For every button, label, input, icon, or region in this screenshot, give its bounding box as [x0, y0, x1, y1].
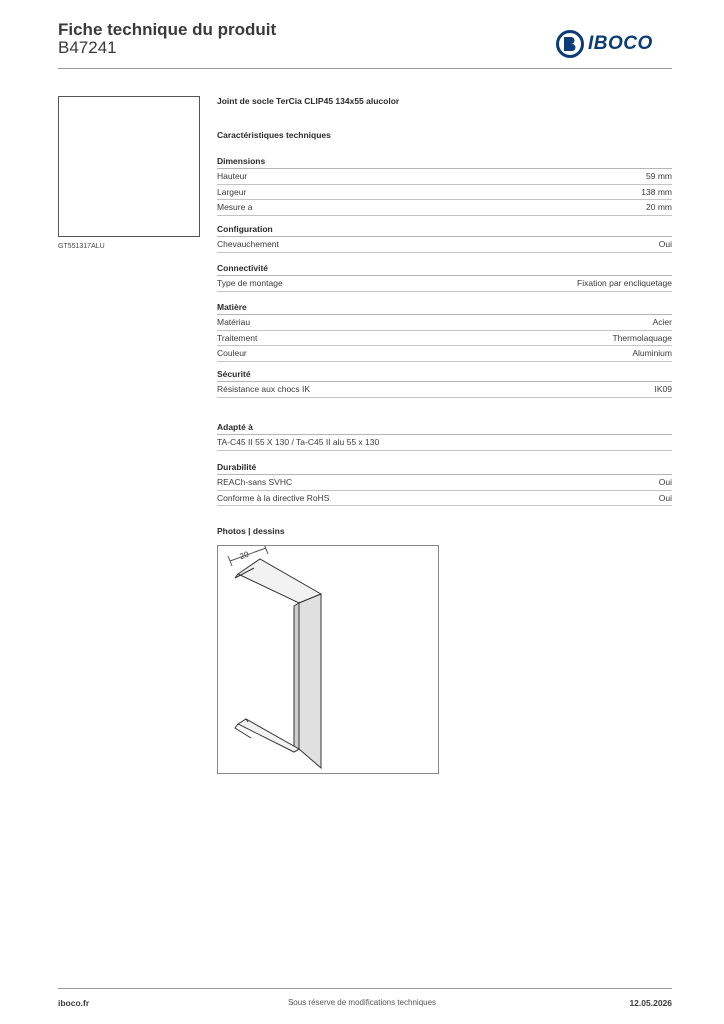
- page-title: Fiche technique du produit: [58, 20, 277, 39]
- section-matiere: [217, 300, 672, 362]
- section-title: Dimensions: [217, 154, 672, 169]
- product-image-placeholder: [58, 96, 200, 237]
- section-title: Connectivité: [217, 261, 672, 276]
- section-title: Durabilité: [217, 460, 672, 475]
- spec-row: [217, 475, 672, 491]
- spec-value: Acier: [652, 317, 672, 327]
- spec-row: [217, 331, 672, 347]
- compatible-products: TA-C45 II 55 X 130 / Ta-C45 II alu 55 x 130: [217, 437, 380, 447]
- spec-row: [217, 169, 672, 185]
- product-reference: GT551317ALU: [58, 243, 105, 250]
- spec-row: [217, 491, 672, 507]
- section-durabilite: [217, 460, 672, 506]
- header-divider: [58, 68, 672, 69]
- section-configuration: [217, 222, 672, 253]
- spec-value: 138 mm: [641, 186, 672, 197]
- spec-row: [217, 185, 672, 201]
- footer-website-link[interactable]: iboco.fr: [58, 998, 90, 1008]
- spec-row: [217, 382, 672, 398]
- spec-label: Mesure a: [217, 202, 253, 212]
- spec-label: Largeur: [217, 186, 247, 197]
- spec-row: [217, 315, 672, 331]
- spec-value: IK09: [654, 384, 672, 394]
- spec-value: 59 mm: [646, 171, 672, 181]
- spec-label: Type de montage: [217, 278, 283, 288]
- spec-value: 20 mm: [646, 202, 672, 212]
- photos-title: Photos | dessins: [217, 526, 285, 536]
- section-title: Sécurité: [217, 367, 672, 382]
- footer-note: Sous réserve de modifications techniques: [287, 998, 437, 1007]
- spec-row: [217, 200, 672, 216]
- section-title: Matière: [217, 300, 672, 315]
- product-code: B47241: [58, 38, 117, 57]
- section-connectivite: [217, 261, 672, 292]
- spec-value: Oui: [658, 239, 672, 249]
- spec-label: Traitement: [217, 332, 258, 343]
- spec-label: Hauteur: [217, 171, 248, 181]
- spec-label: Chevauchement: [217, 239, 279, 249]
- product-drawing-frame: [217, 545, 439, 774]
- spec-row: [217, 237, 672, 253]
- logo-text: IBOCO: [588, 33, 653, 54]
- section-title: Adapté à: [217, 420, 672, 435]
- spec-label: REACh-sans SVHC: [217, 477, 293, 487]
- spec-label: Conforme à la directive RoHS: [217, 492, 330, 503]
- spec-value: Thermolaquage: [612, 332, 672, 343]
- spec-row: [217, 276, 672, 292]
- spec-label: Résistance aux chocs IK: [217, 384, 311, 394]
- footer-date: 12.05.2026: [629, 998, 672, 1008]
- footer-divider: [58, 988, 672, 989]
- product-name: Joint de socle TerCia CLIP45 134x55 alucolor: [217, 96, 400, 106]
- product-drawing: [218, 546, 438, 773]
- section-adapte-a: [217, 420, 672, 451]
- spec-label: Couleur: [217, 348, 247, 358]
- iboco-logo: [556, 27, 674, 61]
- spec-row: [217, 435, 672, 451]
- section-title: Configuration: [217, 222, 672, 237]
- spec-value: Oui: [658, 477, 672, 487]
- specs-title: Caractéristiques techniques: [217, 130, 331, 140]
- iboco-logo-icon: [556, 29, 584, 59]
- section-dimensions: [217, 154, 672, 216]
- section-securite: [217, 367, 672, 398]
- spec-row: [217, 346, 672, 362]
- spec-value: Aluminium: [632, 348, 672, 358]
- spec-value: Oui: [658, 492, 672, 503]
- spec-label: Matériau: [217, 317, 251, 327]
- dimension-label: 20: [238, 549, 250, 562]
- spec-value: Fixation par encliquetage: [577, 278, 672, 288]
